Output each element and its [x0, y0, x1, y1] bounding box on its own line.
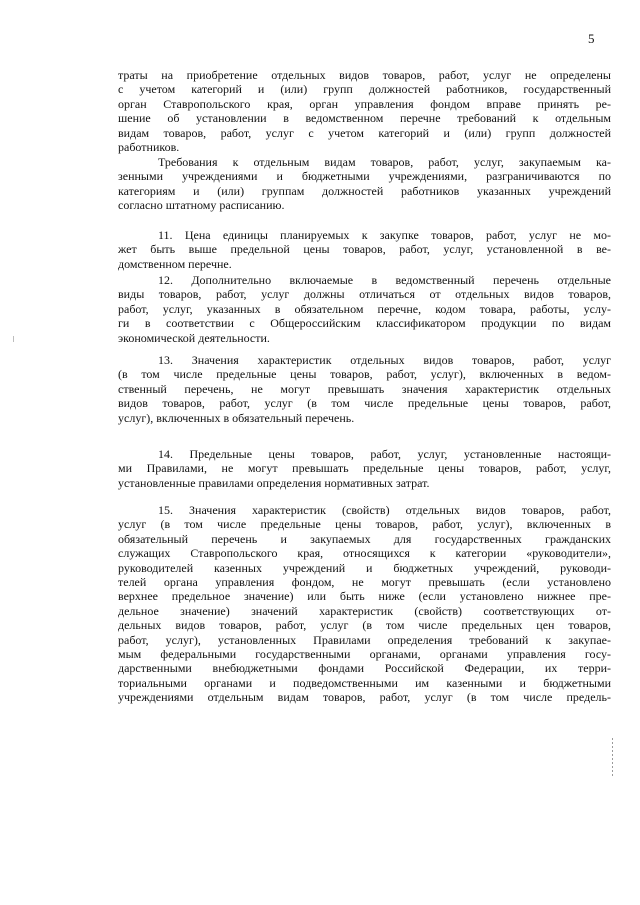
text-line: услуг (в том числе предельные цены товаров, работ, услуг), включенных в — [118, 517, 611, 532]
text-line: ми Правилами, не могут превышать предельные цены товаров, работ, услуг, — [118, 461, 611, 476]
text-line: домственном перечне. — [118, 256, 232, 271]
paragraph-11 — [118, 228, 611, 271]
text-line: видов товаров, работ, услуг (в том числе предельные цены товаров, работ, — [118, 396, 611, 411]
text-line: виды товаров, работ, услуг должны отличаться от отдельных видов товаров, — [118, 287, 611, 302]
paragraph-15 — [118, 503, 611, 705]
text-line: учреждениями отдельным видам товаров, работ, услуг (в том числе предель- — [118, 690, 611, 705]
text-line: мым федеральными государственными органами, органами управления госу- — [118, 647, 611, 662]
text-line: установленные правилами определения нормативных затрат. — [118, 475, 430, 490]
text-line: видам товаров, работ, услуг с учетом категорий и (или) групп должностей — [118, 125, 611, 140]
text-line: телей органа управления фондом, не могут превышать (если установлено — [118, 575, 611, 590]
text-line: согласно штатному расписанию. — [118, 198, 285, 213]
text-line: дельных видов товаров, работ, услуг (в том числе предельных цен товаров, — [118, 618, 611, 633]
text-line: обязательный перечень и закупаемых для государственных гражданских — [118, 531, 611, 546]
scan-artifact — [612, 738, 613, 778]
text-line: 13. Значения характеристик отдельных видов товаров, работ, услуг — [158, 353, 611, 367]
text-line: дельное значение) значений характеристик (свойств) соответствующих от- — [118, 603, 611, 618]
text-line: жет быть выше предельной цены товаров, работ, услуг, установленной в ве- — [118, 242, 611, 257]
text-line: работ, услуг, указанных в обязательном перечне, кодом товара, работы, услу- — [118, 301, 611, 316]
text-line: 12. Дополнительно включаемые в ведомственный перечень отдельные — [158, 273, 611, 287]
text-line: ственный перечень, не могут превышать значения характеристик отдельных — [118, 381, 611, 396]
text-line: (в том числе предельные цены товаров, работ, услуг), включенных в ведом- — [118, 367, 611, 382]
paragraph-12 — [118, 273, 611, 345]
text-line: с учетом категорий и (или) групп должностей работников, государственный — [118, 82, 611, 97]
text-line: 14. Предельные цены товаров, работ, услуг, установленные настоящи- — [158, 447, 611, 461]
text-line: дарственными внебюджетными фондами Российской Федерации, их терри- — [118, 661, 611, 676]
text-line: работников. — [118, 140, 180, 155]
text-line: орган Ставропольского края, орган управления фондом вправе принять ре- — [118, 96, 611, 111]
text-line: ториальными органами и подведомственными им казенными и бюджетными — [118, 675, 611, 690]
text-line: услуг), включенных в обязательный перечень. — [118, 410, 355, 425]
paragraph-13 — [118, 353, 611, 425]
text-line: 11. Цена единицы планируемых к закупке товаров, работ, услуг не мо- — [158, 228, 611, 242]
text-line: работ, услуг), установленных Правилами определения требований к закупае- — [118, 632, 611, 647]
scan-artifact — [13, 336, 14, 342]
text-line: шение об установлении в ведомственном перечне требований к отдельным — [118, 111, 611, 126]
text-line: 15. Значения характеристик (свойств) отдельных видов товаров, работ, — [158, 503, 611, 517]
text-line: зенными учреждениями и бюджетными учреждениями, разграничиваются по — [118, 169, 611, 184]
text-line: верхнее предельное значение) или быть ниже (если установлено нижнее пре- — [118, 589, 611, 604]
text-line: экономической деятельности. — [118, 330, 270, 345]
page-number: 5 — [588, 31, 595, 46]
text-line: траты на приобретение отдельных видов товаров, работ, услуг не определены — [118, 68, 611, 82]
text-line: служащих Ставропольского края, относящихся к категории «руководители», — [118, 546, 611, 561]
paragraph-14 — [118, 447, 611, 490]
text-line: ги в соответствии с Общероссийским классификатором продукции по видам — [118, 316, 611, 331]
paragraph-1 — [118, 68, 611, 154]
text-line: руководителей казенных учреждений и бюджетных учреждений, руководи- — [118, 560, 611, 575]
text-line: Требования к отдельным видам товаров, работ, услуг, закупаемым ка- — [158, 155, 611, 169]
paragraph-2 — [118, 155, 611, 213]
text-line: категориям и (или) группам должностей работников указанных учреждений — [118, 183, 611, 198]
